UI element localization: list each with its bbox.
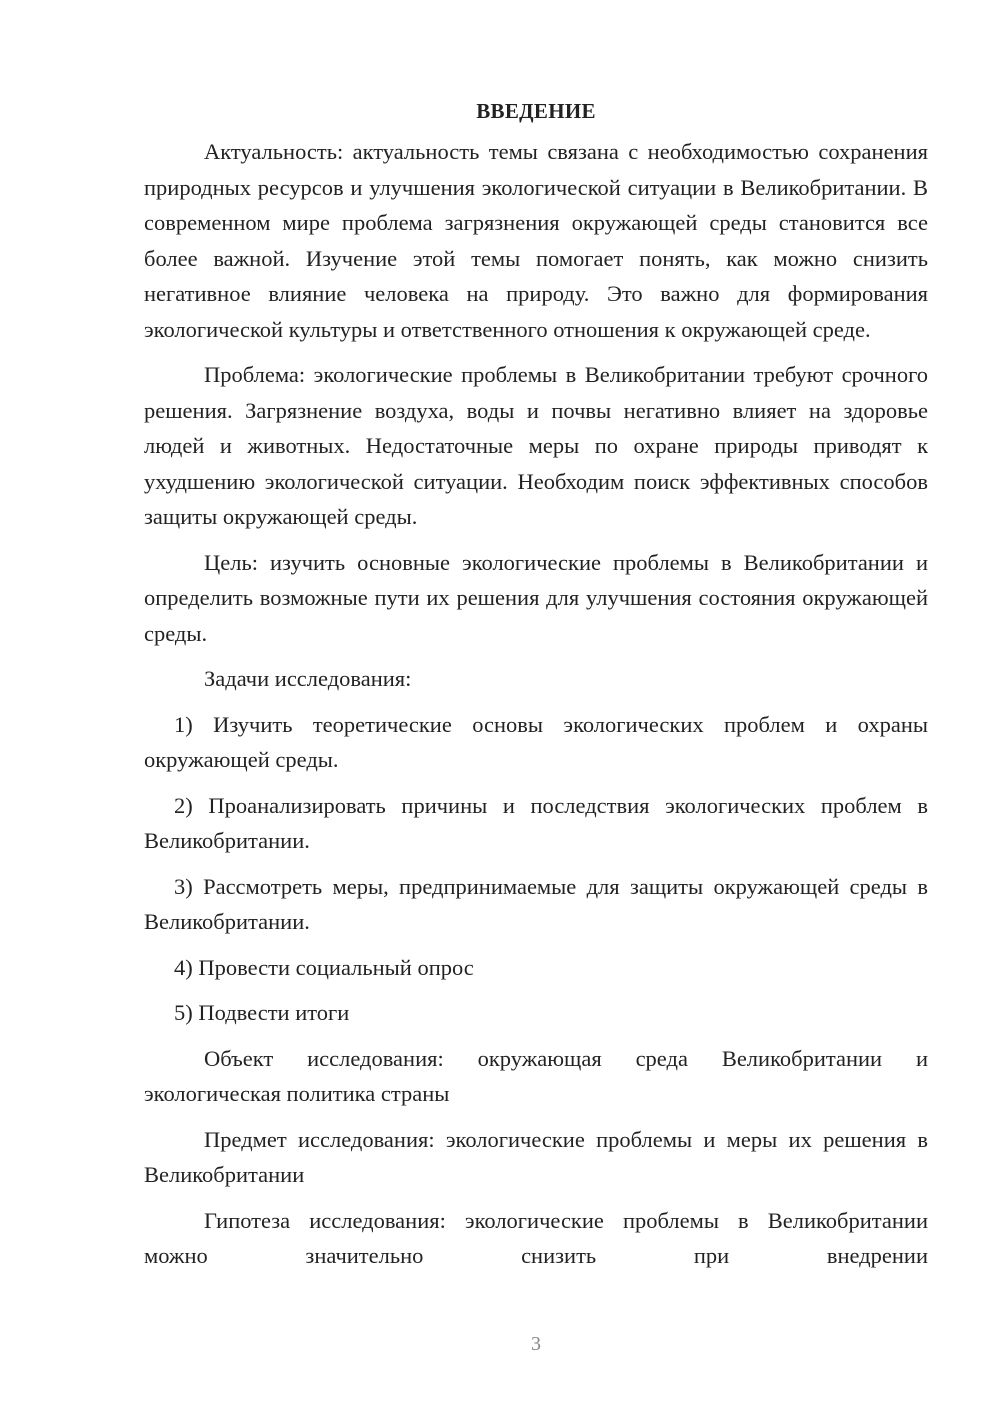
object-paragraph: Объект исследования: окружающая среда Великобритании и экологическая политика страны	[144, 1045, 928, 1106]
problem-paragraph: Проблема: экологические проблемы в Великобритании требуют срочного решения. Загрязнение воздуха, воды и почвы негативно влияет на здоровье людей и животных. Недостаточные меры по охране природы приводят к ухудшению экологической ситуации. Необходим поиск эффективных способов защиты окружающей среды.	[144, 362, 928, 529]
relevance-paragraph: Актуальность: актуальность темы связана с необходимостью сохранения природных ресурсов и улучшения экологической ситуации в Великобритании. В современном мире проблема загрязнения окружающей среды становится все более важной. Изучение этой темы помогает понять, как можно снизить негативное влияние человека на природу. Это важно для формирования экологической культуры и ответственного отношения к окружающей среде.	[144, 139, 928, 342]
task-item-5: 5) Подвести итоги	[174, 1000, 350, 1025]
task-item-4: 4) Провести социальный опрос	[174, 954, 474, 980]
subject-paragraph: Предмет исследования: экологические проблемы и меры их решения в Великобритании	[144, 1126, 928, 1187]
page-number: 3	[531, 1333, 541, 1355]
section-heading: ВВЕДЕНИЕ	[476, 99, 596, 123]
task-item-3: 3) Рассмотреть меры, предпринимаемые для защиты окружающей среды в Великобритании.	[144, 873, 928, 934]
tasks-title: Задачи исследования:	[204, 666, 412, 691]
document-body	[144, 96, 928, 1274]
hypothesis-paragraph: Гипотеза исследования: экологические проблемы в Великобритании можно значительно снизить при внедрении	[144, 1207, 928, 1268]
task-item-2: 2) Проанализировать причины и последствия экологических проблем в Великобритании.	[144, 792, 928, 853]
task-item-1: 1) Изучить теоретические основы экологических проблем и охраны окружающей среды.	[144, 711, 928, 772]
goal-paragraph: Цель: изучить основные экологические проблемы в Великобритании и определить возможные пути их решения для улучшения состояния окружающей среды.	[144, 549, 928, 646]
